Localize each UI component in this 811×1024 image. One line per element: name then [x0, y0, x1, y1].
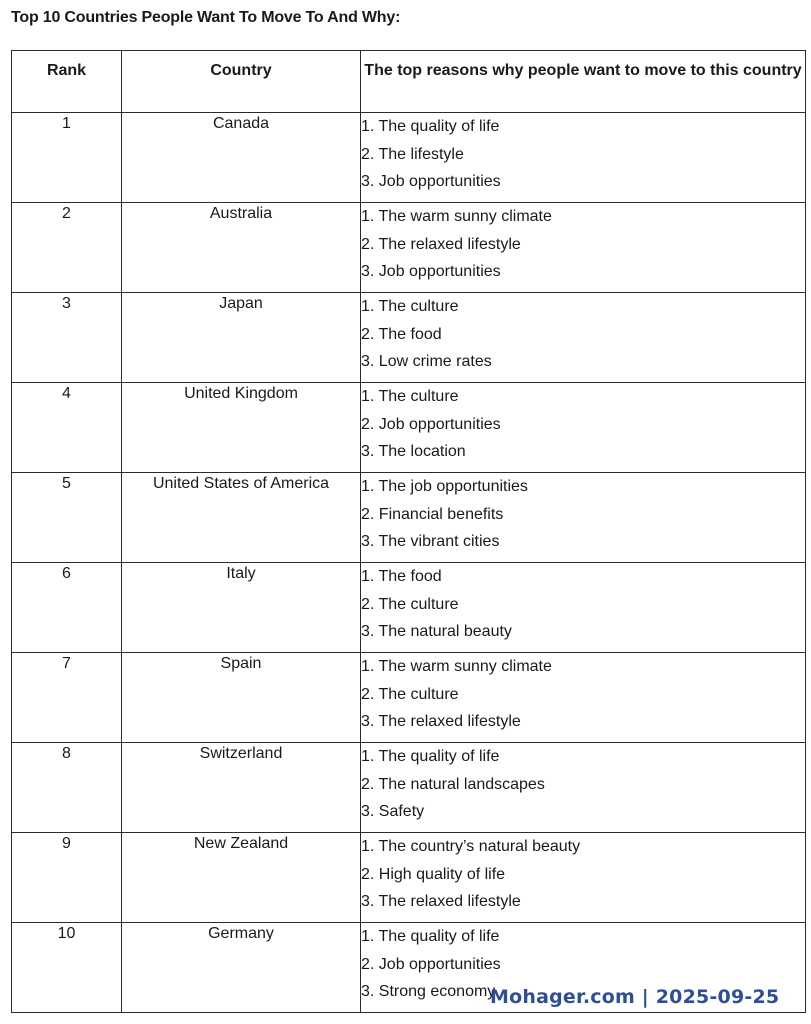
reason-item: 1. The food: [361, 568, 442, 585]
reason-item: 2. High quality of life: [361, 865, 506, 883]
reason-item: 1. The job opportunities: [361, 478, 528, 495]
countries-table: [11, 50, 806, 1013]
country-cell: Germany: [122, 923, 361, 1013]
reasons-cell: [361, 833, 806, 923]
country-cell: Canada: [122, 113, 361, 203]
table-row: [12, 563, 806, 653]
rank-cell: 9: [12, 833, 122, 923]
reason-item: 3. The relaxed lifestyle: [361, 893, 521, 911]
reason-item: 2. The natural landscapes: [361, 775, 545, 793]
document-title: Top 10 Countries People Want To Move To And Why:: [11, 9, 401, 26]
country-cell: Italy: [122, 563, 361, 653]
reason-item: 1. The quality of life: [361, 748, 500, 765]
country-cell: Japan: [122, 293, 361, 383]
table-row: [12, 293, 806, 383]
table-row: [12, 203, 806, 293]
reason-item: 3. The location: [361, 443, 466, 461]
table-row: [12, 473, 806, 563]
reason-item: 1. The country’s natural beauty: [361, 838, 581, 855]
reason-item: 2. The food: [361, 325, 442, 343]
reason-item: 1. The culture: [361, 298, 459, 315]
reason-item: 3. The natural beauty: [361, 623, 512, 641]
reason-item: 1. The quality of life: [361, 118, 500, 135]
rank-cell: 7: [12, 653, 122, 743]
rank-cell: 1: [12, 113, 122, 203]
table-header-row: [12, 51, 806, 113]
table-row: [12, 653, 806, 743]
reason-item: 2. Financial benefits: [361, 505, 504, 523]
country-cell: Spain: [122, 653, 361, 743]
reason-item: 1. The warm sunny climate: [361, 208, 552, 225]
column-header-country: Country: [122, 51, 361, 113]
reasons-cell: [361, 653, 806, 743]
rank-cell: 3: [12, 293, 122, 383]
table-row: [12, 383, 806, 473]
reasons-cell: [361, 383, 806, 473]
reason-item: 3. Strong economy: [361, 983, 496, 1001]
reason-item: 2. Job opportunities: [361, 955, 501, 973]
rank-cell: 4: [12, 383, 122, 473]
rank-cell: 2: [12, 203, 122, 293]
rank-cell: 8: [12, 743, 122, 833]
reasons-cell: [361, 473, 806, 563]
reason-item: 3. The vibrant cities: [361, 533, 500, 551]
country-cell: United Kingdom: [122, 383, 361, 473]
table-row: [12, 113, 806, 203]
reason-item: 3. Job opportunities: [361, 263, 501, 281]
reasons-cell: [361, 203, 806, 293]
reason-item: 3. Low crime rates: [361, 353, 492, 371]
rank-cell: 10: [12, 923, 122, 1013]
column-header-rank: Rank: [12, 51, 122, 113]
reasons-cell: [361, 293, 806, 383]
reason-item: 2. The culture: [361, 685, 459, 703]
reason-item: 1. The warm sunny climate: [361, 658, 552, 675]
reason-item: 3. Job opportunities: [361, 173, 501, 191]
table-row: [12, 743, 806, 833]
reason-item: 3. Safety: [361, 803, 425, 821]
country-cell: Australia: [122, 203, 361, 293]
table-row: [12, 833, 806, 923]
reason-item: 2. The culture: [361, 595, 459, 613]
country-cell: New Zealand: [122, 833, 361, 923]
reason-item: 2. The lifestyle: [361, 145, 464, 163]
column-header-reasons: The top reasons why people want to move to this country: [361, 51, 806, 113]
rank-cell: 6: [12, 563, 122, 653]
reason-item: 2. Job opportunities: [361, 415, 501, 433]
reasons-cell: [361, 743, 806, 833]
reasons-cell: [361, 113, 806, 203]
country-cell: United States of America: [122, 473, 361, 563]
rank-cell: 5: [12, 473, 122, 563]
reason-item: 1. The quality of life: [361, 928, 500, 945]
reason-item: 2. The relaxed lifestyle: [361, 235, 521, 253]
reason-item: 1. The culture: [361, 388, 459, 405]
watermark: Mohager.com | 2025-09-25: [490, 986, 780, 1008]
reasons-cell: [361, 563, 806, 653]
country-cell: Switzerland: [122, 743, 361, 833]
reason-item: 3. The relaxed lifestyle: [361, 713, 521, 731]
